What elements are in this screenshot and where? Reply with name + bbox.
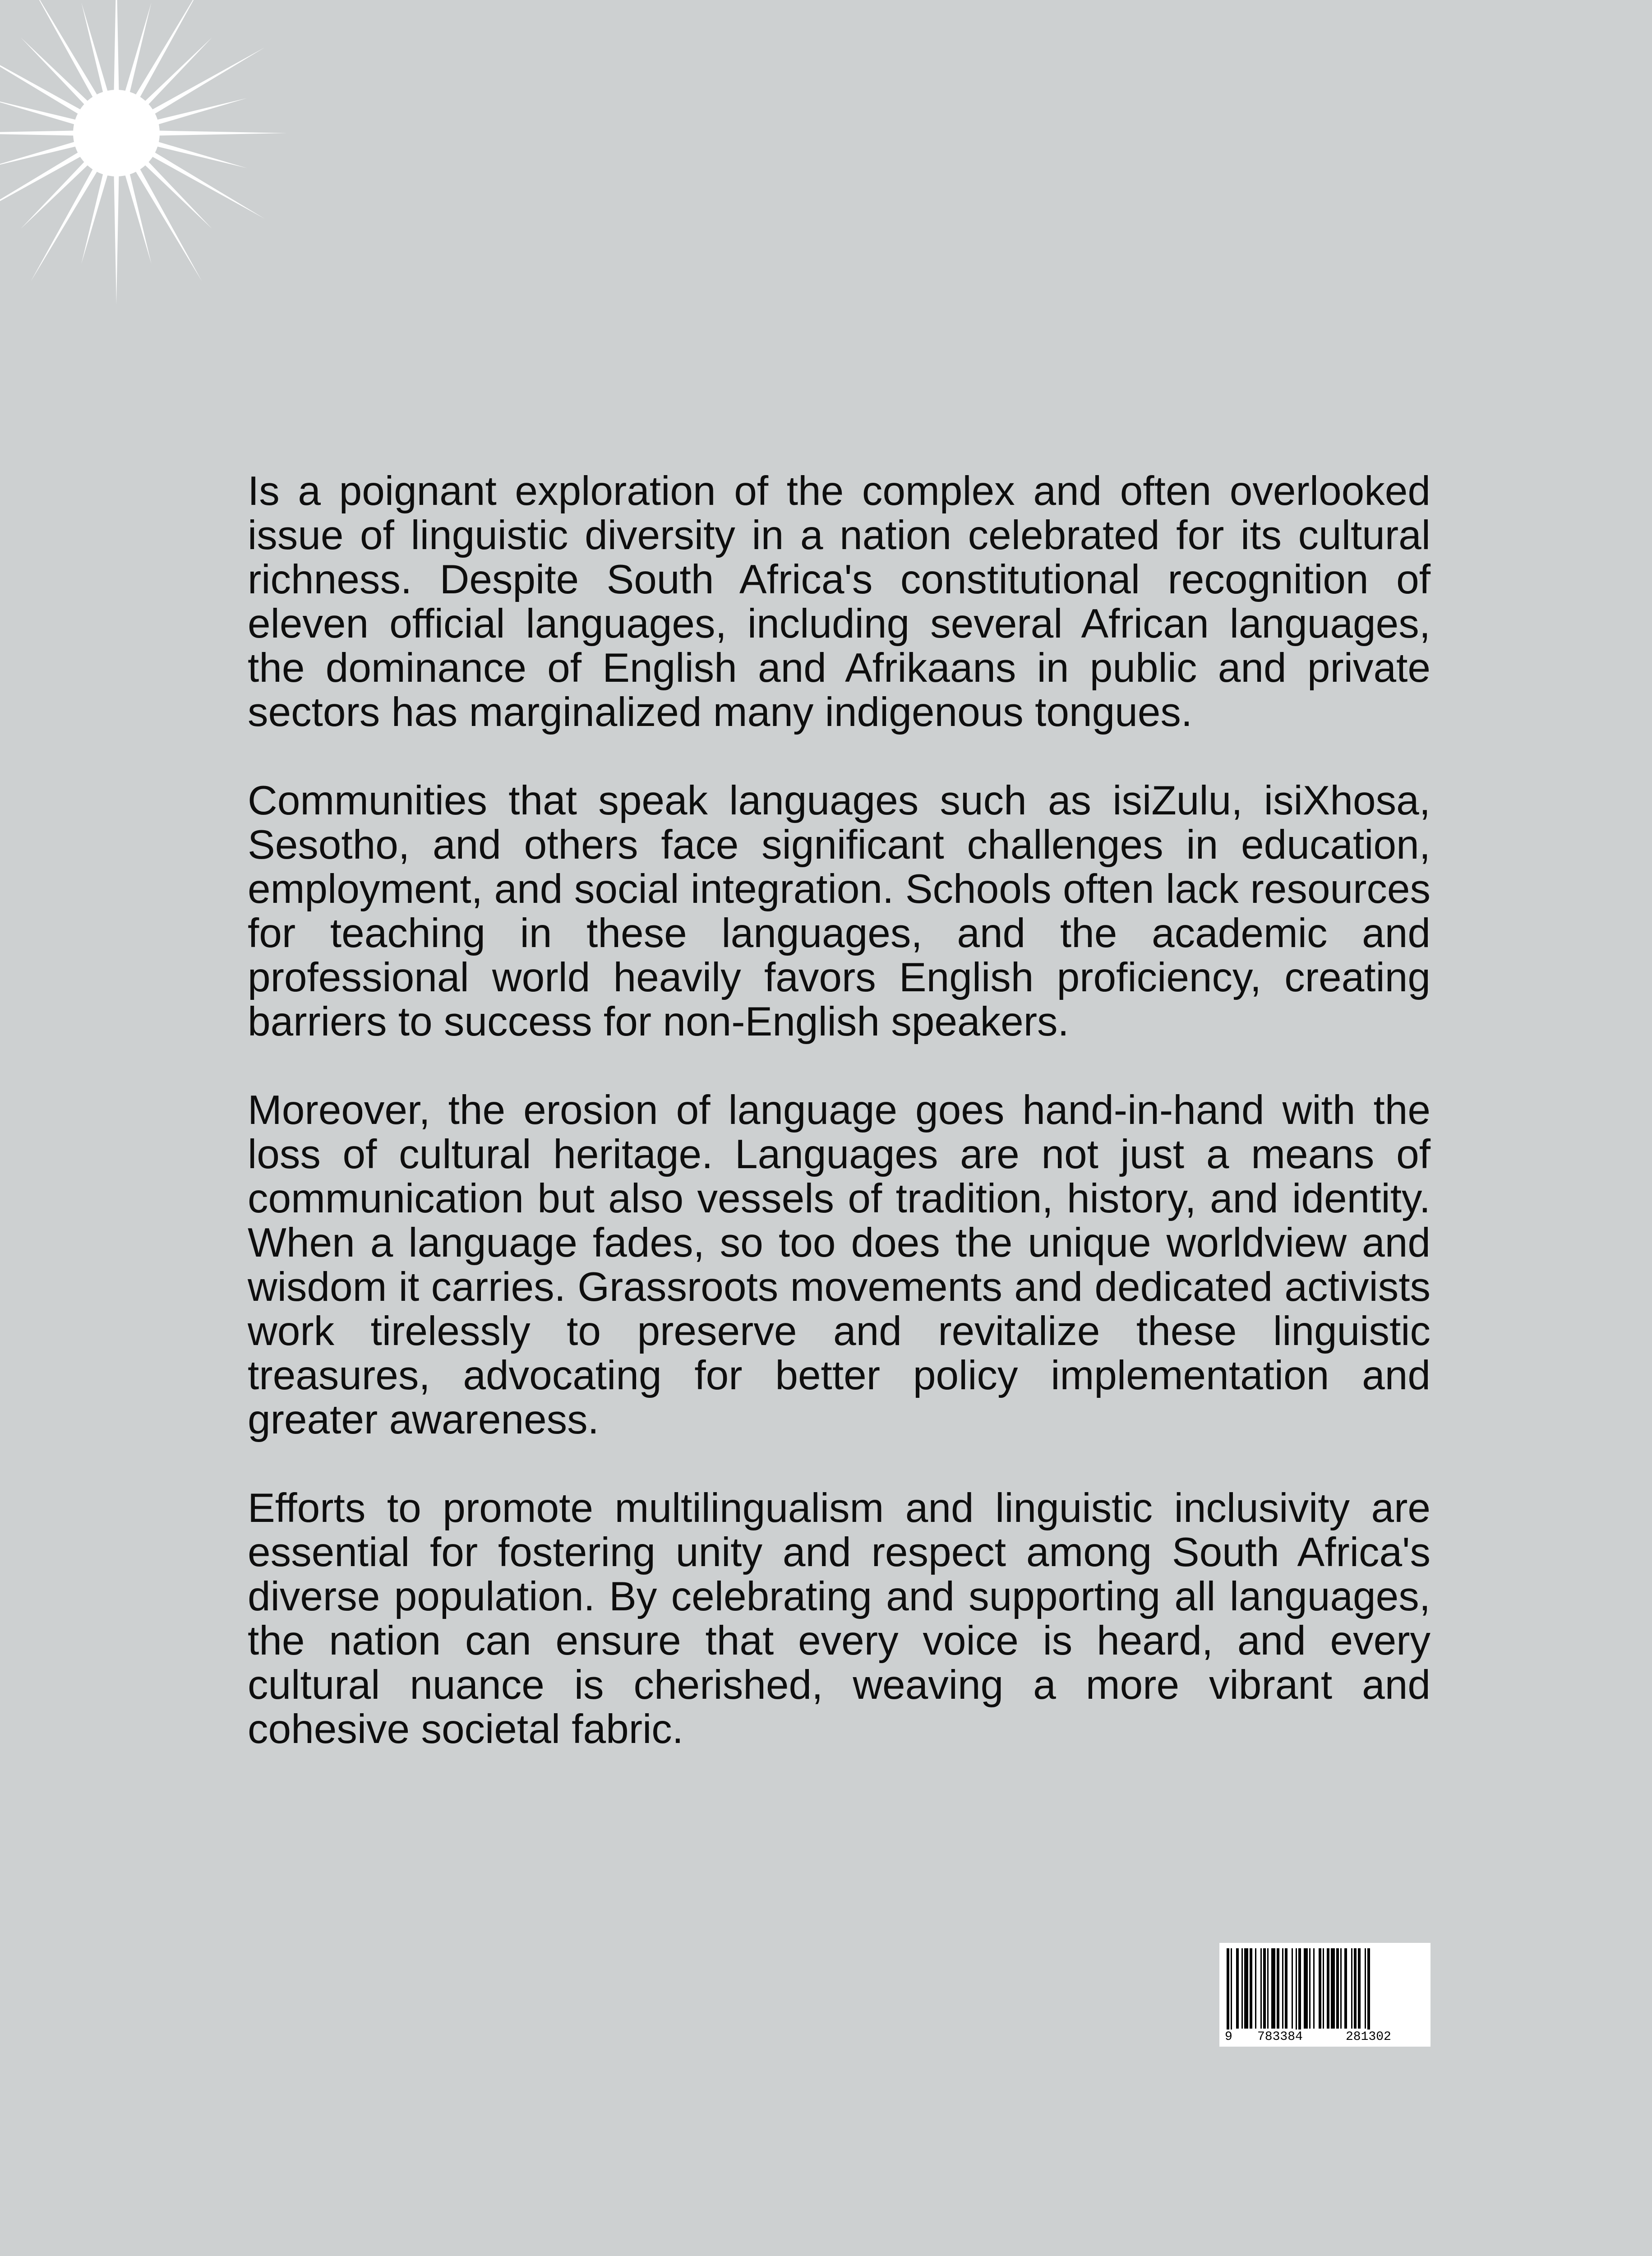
barcode-bar	[1354, 1948, 1357, 2029]
starburst-ray	[122, 2, 151, 103]
starburst-ray	[81, 163, 111, 264]
barcode-bar	[1304, 1948, 1308, 2029]
blurb-paragraph-4: Efforts to promote multilingualism and linguistic inclusivity are essential for fostering unity and respect among South Africa's diverse population. By celebrating and supporting all languages, the nation can ensure that every voice is heard, and every cultural nuance is cherished, weaving a more vibrant and cohesive societal fabric.	[248, 1485, 1431, 1752]
starburst-ray	[0, 47, 91, 120]
barcode-bar	[1336, 1948, 1339, 2029]
barcode-right-group: 281302	[1346, 2030, 1391, 2044]
starburst-ray	[146, 139, 247, 168]
barcode-bar	[1236, 1948, 1239, 2029]
starburst-ray	[81, 2, 111, 103]
barcode-bar	[1358, 1948, 1361, 2029]
barcode-bar	[1271, 1948, 1275, 2029]
barcode-bar	[1285, 1948, 1287, 2029]
barcode-bar	[1313, 1948, 1315, 2029]
blurb-paragraph-3: Moreover, the erosion of language goes hand-in-hand with the loss of cultural heritage. Languages are not just a means of communication but also vessels of tradition, history, and identity. When a language fades, so too does the unique worldview and wisdom it carries. Grassroots movements and dedicated activists work tirelessly to preserve and revitalize these linguistic treasures, advocating for better policy implementation and greater awareness.	[248, 1087, 1431, 1442]
starburst-icon	[0, 0, 316, 316]
starburst-ray	[146, 98, 247, 127]
barcode-bar	[1255, 1948, 1256, 2029]
barcode-bar	[1241, 1948, 1243, 2029]
barcode-bar	[1309, 1948, 1311, 2029]
barcode-bar	[1282, 1948, 1283, 2029]
barcode-digits	[1219, 2029, 1431, 2045]
starburst-ray	[0, 147, 91, 219]
blurb-paragraph-2: Communities that speak languages such as isiZulu, isiXhosa, Sesotho, and others face significant challenges in education, employment, and social integration. Schools often lack resources for teaching in these languages, and the academic and professional world heavily favors English proficiency, creating barriers to success for non-English speakers.	[248, 778, 1431, 1045]
barcode-bar	[1244, 1948, 1248, 2029]
isbn-barcode	[1219, 1943, 1431, 2047]
barcode-bar	[1351, 1948, 1352, 2029]
barcode-bar	[1292, 1948, 1293, 2029]
barcode-bar	[1298, 1948, 1301, 2040]
starburst-ray	[0, 130, 85, 136]
barcode-bar	[1260, 1948, 1262, 2029]
starburst-ray	[148, 130, 288, 136]
barcode-bar	[1227, 1948, 1229, 2040]
barcode-bar	[1365, 1948, 1366, 2029]
starburst-ray	[114, 0, 119, 102]
barcode-bar	[1250, 1948, 1252, 2029]
barcode-bar	[1231, 1948, 1232, 2040]
barcode-bar	[1263, 1948, 1266, 2029]
barcode-first-digit: 9	[1225, 2030, 1232, 2044]
barcode-bar	[1267, 1948, 1269, 2029]
barcode-bar	[1340, 1948, 1342, 2029]
barcode-bar	[1319, 1948, 1321, 2029]
barcode-bar	[1331, 1948, 1335, 2029]
barcode-left-group: 783384	[1257, 2030, 1303, 2044]
starburst-ray	[0, 139, 87, 168]
barcode-bar	[1296, 1948, 1297, 2040]
barcode-bar	[1327, 1948, 1329, 2029]
starburst-ray	[114, 165, 119, 305]
barcode-bar	[1323, 1948, 1324, 2029]
blurb-paragraph-1: Is a poignant exploration of the complex and often overlooked issue of linguistic diversity in a nation celebrated for its cultural richness. Despite South Africa's constitutional recognition of eleven official languages, including several African languages, the dominance of English and Afrikaans in public and private sectors has marginalized many indigenous tongues.	[248, 468, 1431, 735]
barcode-bar	[1367, 1948, 1370, 2040]
barcode-bar	[1344, 1948, 1347, 2029]
starburst-ray	[0, 98, 87, 127]
starburst-ray	[122, 163, 151, 264]
barcode-bar	[1277, 1948, 1279, 2029]
back-cover-blurb	[248, 469, 1431, 1752]
